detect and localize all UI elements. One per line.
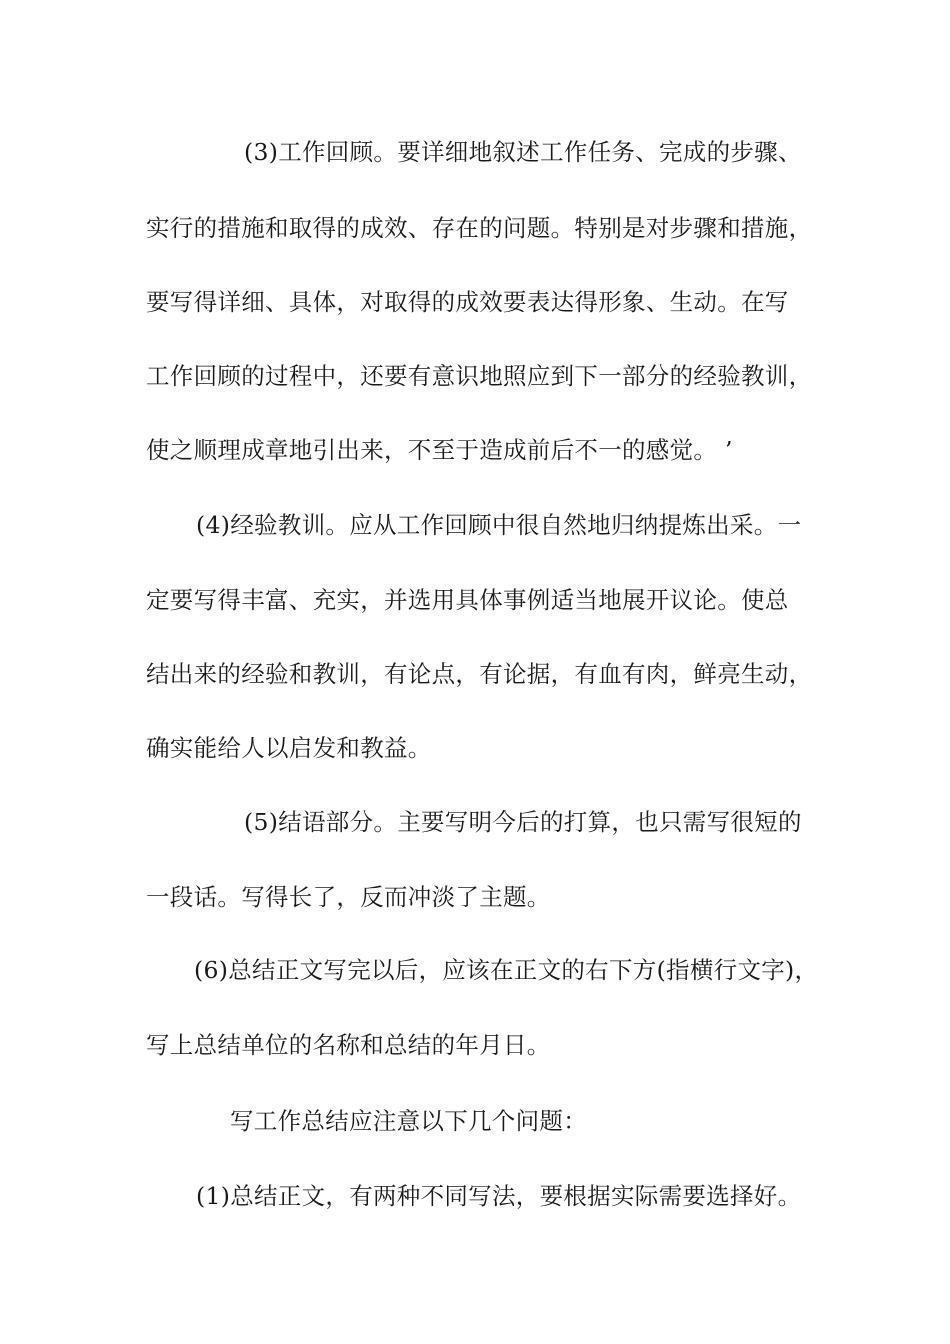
paragraph-3-line-3: 要写得详细、具体，对取得的成效要表达得形象、生动。在写	[146, 288, 789, 316]
paragraph-6-line-2: 写上总结单位的名称和总结的年月日。	[146, 1031, 551, 1059]
paragraph-4-line-4: 确实能给人以启发和教益。	[146, 734, 432, 762]
paragraph-4-line-1: (4)经验教训。应从工作回顾中很自然地归纳提炼出采。一	[196, 511, 802, 539]
paragraph-6-line-1: (6)总结正文写完以后，应该在正文的右下方(指横行文字)，	[194, 956, 819, 984]
note-1-line-1: (1)总结正文，有两种不同写法，要根据实际需要选择好。	[196, 1182, 802, 1210]
paragraph-5-line-1: (5)结语部分。主要写明今后的打算，也只需写很短的	[244, 808, 802, 836]
paragraph-5-line-2: 一段话。写得长了，反而冲淡了主题。	[146, 883, 551, 911]
paragraph-3-line-1: (3)工作回顾。要详细地叙述工作任务、完成的步骤、	[244, 138, 802, 166]
paragraph-3-line-2: 实行的措施和取得的成效、存在的问题。特别是对步骤和措施，	[146, 214, 813, 242]
paragraph-3-line-5: 使之顺理成章地引出来，不至于造成前后不一的感觉。 ’	[146, 436, 733, 464]
paragraph-3-line-4: 工作回顾的过程中，还要有意识地照应到下一部分的经验教训，	[146, 362, 813, 390]
paragraph-4-line-2: 定要写得丰富、充实，并选用具体事例适当地展开议论。使总	[146, 586, 789, 614]
notes-heading: 写工作总结应注意以下几个问题：	[230, 1107, 587, 1135]
paragraph-4-line-3: 结出来的经验和教训，有论点，有论据，有血有肉，鲜亮生动，	[146, 660, 813, 688]
